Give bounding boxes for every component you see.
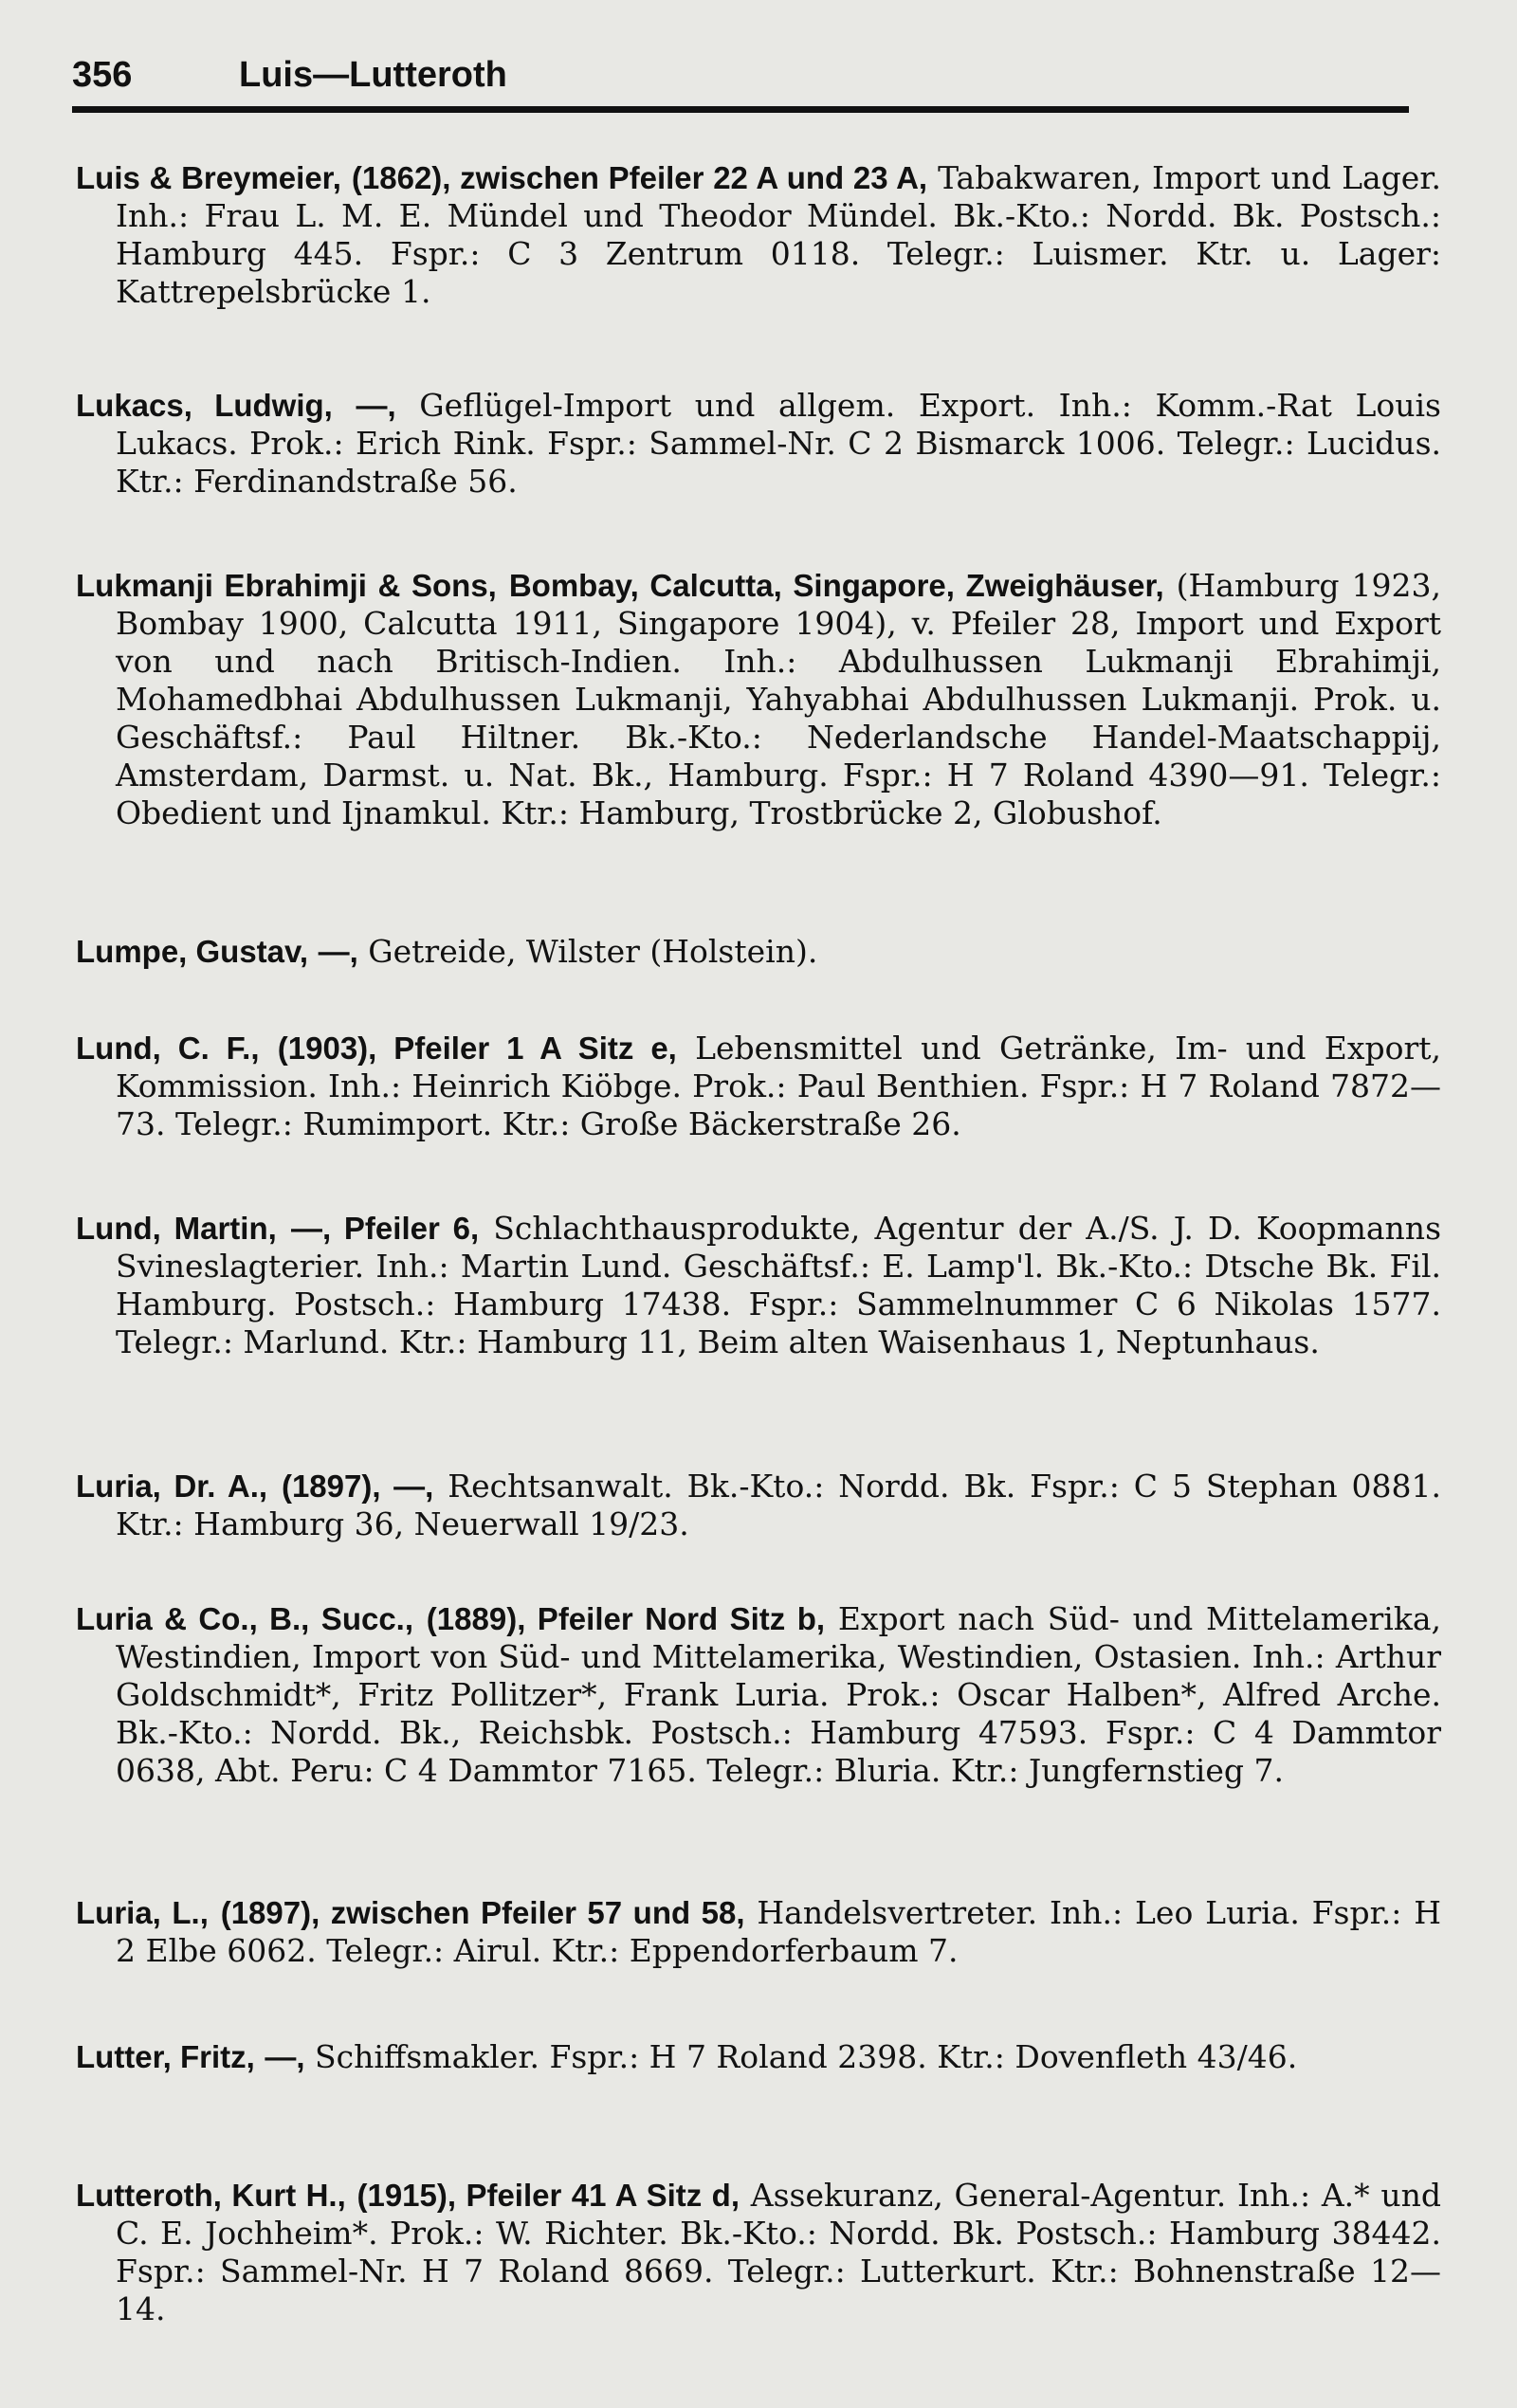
entry-name: Luria & Co., B., Succ., <box>76 1601 414 1636</box>
entry-body: Tabakwaren, Import und Lager. Inh.: Frau L. M. E. Mündel und Theodor Mündel. Bk.-Kto.: Nordd. Bk. Postsch.: Hamburg 445. Fspr.: C 3 Zentrum 0118. Telegr.: Luismer. Ktr. u. Lager: Kattrepelsbrücke 1. <box>116 159 1441 310</box>
directory-entry <box>76 1210 1441 1361</box>
entry-body: Assekuranz, General-Agentur. Inh.: A.* und C. E. Jochheim*. Prok.: W. Richter. Bk.-Kto.: Nordd. Bk. Postsch.: Hamburg 38442. Fspr.: Sammel-Nr. H 7 Roland 8669. Telegr.: Lutterkurt. Ktr.: Bohnenstraße 12—14. <box>116 2177 1442 2327</box>
directory-entry <box>76 1894 1441 1970</box>
entry-name: Lutteroth, Kurt H., <box>76 2178 346 2213</box>
directory-entry <box>76 2038 1441 2076</box>
entry-head: (1862), zwischen Pfeiler 22 A und 23 A, <box>351 160 928 195</box>
entry-name: Luria, Dr. A., <box>76 1469 268 1504</box>
directory-entry <box>76 1600 1441 1790</box>
entry-head: (1897), zwischen Pfeiler 57 und 58, <box>220 1895 745 1930</box>
entry-name: Lutter, Fritz, <box>76 2039 255 2074</box>
directory-entry <box>76 159 1441 311</box>
entry-body: Getreide, Wilster (Holstein). <box>368 933 818 970</box>
directory-entry <box>76 2177 1441 2328</box>
entry-name: Luis & Breymeier, <box>76 160 341 195</box>
entry-body: Schlachthausprodukte, Agentur der A./S. J. D. Koopmanns Svineslagterier. Inh.: Martin Lund. Geschäftsf.: E. Lamp'l. Bk.-Kto.: Dtsche Bk. Fil. Hamburg. Postsch.: Hamburg 17438. Fspr.: Sammelnummer C 6 Nikolas 1577. Telegr.: Marlund. Ktr.: Hamburg 11, Beim alten Waisenhaus 1, Neptunhaus. <box>116 1210 1441 1360</box>
directory-entry <box>76 387 1441 501</box>
entry-body: Handelsvertreter. Inh.: Leo Luria. Fspr.: H 2 Elbe 6062. Telegr.: Airul. Ktr.: Eppendorferbaum 7. <box>116 1894 1441 1969</box>
entry-head: —, <box>265 2039 305 2074</box>
entry-body: (Hamburg 1923, Bombay 1900, Calcutta 1911, Singapore 1904), v. Pfeiler 28, Import und Export von und nach Britisch-Indien. Inh.: Abdulhussen Lukmanji Ebrahimji, Mohamedbhai Abdulhussen Lukmanji, Yahyabhai Abdulhussen Lukmanji. Prok. u. Geschäftsf.: Paul Hiltner. Bk.-Kto.: Nederlandsche Handel-Maatschappij, Amsterdam, Darmst. u. Nat. Bk., Hamburg. Fspr.: H 7 Roland 4390—91. Telegr.: Obedient und Ijnamkul. Ktr.: Hamburg, Trostbrücke 2, Globushof. <box>116 567 1441 831</box>
entry-name: Lukacs, Ludwig, <box>76 388 333 423</box>
directory-entry <box>76 1468 1441 1543</box>
entry-head: (1897), —, <box>281 1469 434 1504</box>
entry-body: Schiffsmakler. Fspr.: H 7 Roland 2398. Ktr.: Dovenfleth 43/46. <box>315 2038 1298 2075</box>
page-header <box>72 49 1409 113</box>
entry-body: Lebensmittel und Getränke, Im- und Export, Kommission. Inh.: Heinrich Kiöbge. Prok.: Paul Benthien. Fspr.: H 7 Roland 7872—73. Telegr.: Rumimport. Ktr.: Große Bäckerstraße 26. <box>116 1030 1441 1142</box>
entry-body: Export nach Süd- und Mittelamerika, Westindien, Import von Süd- und Mittelamerika, Westindien, Ostasien. Inh.: Arthur Goldschmidt*, Fritz Pollitzer*, Frank Luria. Prok.: Oscar Halben*, Alfred Arche. Bk.-Kto.: Nordd. Bk., Reichsbk. Postsch.: Hamburg 47593. Fspr.: C 4 Dammtor 0638, Abt. Peru: C 4 Dammtor 7165. Telegr.: Bluria. Ktr.: Jungfernstieg 7. <box>116 1600 1441 1789</box>
directory-entry <box>76 567 1441 832</box>
entry-head: (1903), Pfeiler 1 A Sitz e, <box>277 1031 677 1066</box>
entry-name: Lumpe, Gustav, <box>76 934 309 969</box>
entry-head: (1915), Pfeiler 41 A Sitz d, <box>356 2178 740 2213</box>
directory-entry <box>76 933 1441 971</box>
page-number: 356 <box>72 55 133 95</box>
entry-head: Bombay, Calcutta, Singapore, Zweighäuser, <box>508 568 1164 603</box>
entry-name: Luria, L., <box>76 1895 209 1930</box>
entry-name: Lund, Martin, <box>76 1211 277 1246</box>
entry-name: Lund, C. F., <box>76 1031 260 1066</box>
entry-head: —, <box>356 388 396 423</box>
entry-body: Rechtsanwalt. Bk.-Kto.: Nordd. Bk. Fspr.: C 5 Stephan 0881. Ktr.: Hamburg 36, Neuerwall 19/23. <box>116 1468 1441 1542</box>
entry-head: —, <box>318 934 358 969</box>
entry-head: —, Pfeiler 6, <box>290 1211 480 1246</box>
running-head: Luis—Lutteroth <box>239 55 507 95</box>
entry-name: Lukmanji Ebrahimji & Sons, <box>76 568 497 603</box>
directory-entry <box>76 1030 1441 1143</box>
entry-body: Geflügel-Import und allgem. Export. Inh.: Komm.-Rat Louis Lukacs. Prok.: Erich Rink. Fspr.: Sammel-Nr. C 2 Bismarck 1006. Telegr.: Lucidus. Ktr.: Ferdinandstraße 56. <box>116 387 1441 500</box>
entry-head: (1889), Pfeiler Nord Sitz b, <box>426 1601 826 1636</box>
